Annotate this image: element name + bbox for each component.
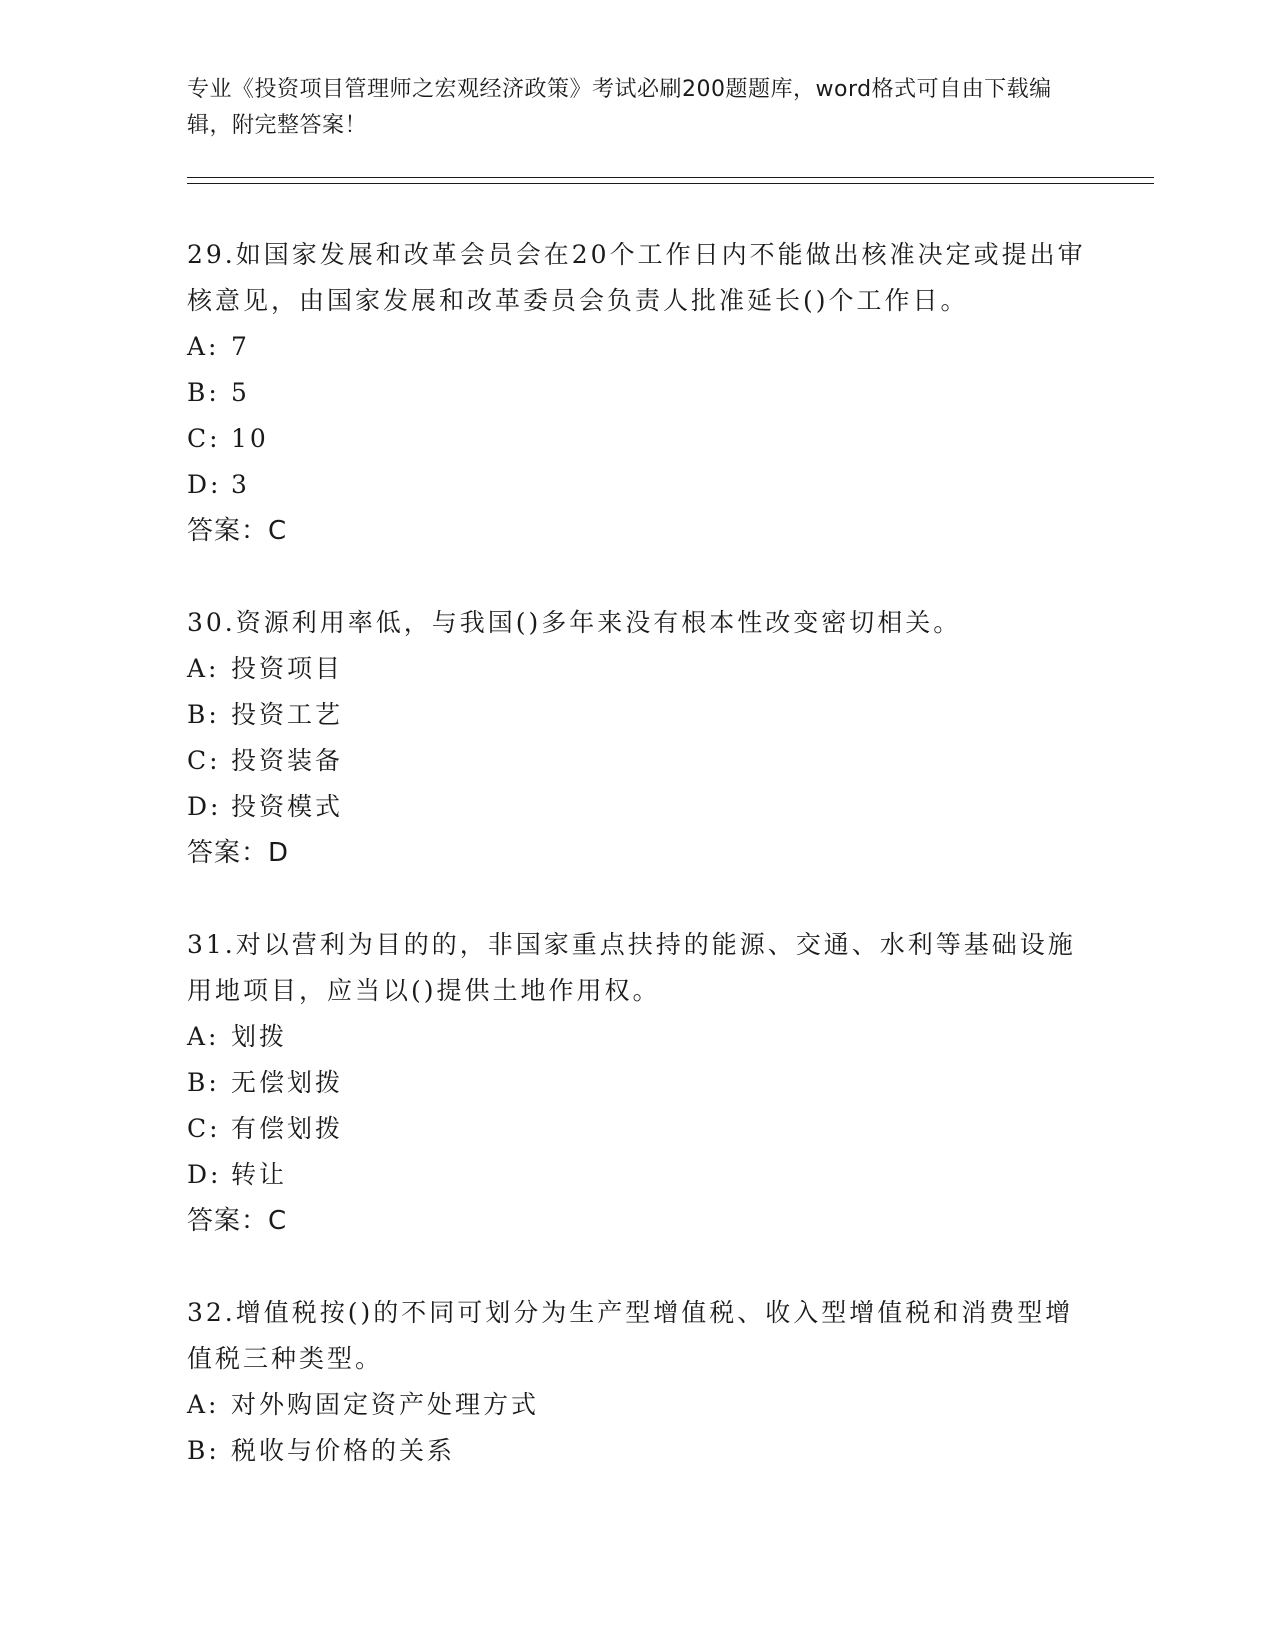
option-text: 对外购固定资产处理方式 bbox=[231, 1390, 540, 1419]
option-label: B: bbox=[187, 1068, 220, 1097]
option-text: 有偿划拨 bbox=[231, 1114, 344, 1143]
option-b bbox=[187, 370, 1097, 416]
option-text: 无偿划拨 bbox=[231, 1068, 344, 1097]
question-text: 32.增值税按()的不同可划分为生产型增值税、收入型增值税和消费型增值税三种类型。 bbox=[187, 1298, 1074, 1373]
option-a bbox=[187, 324, 1097, 370]
option-text: 7 bbox=[231, 332, 250, 361]
option-text: 转让 bbox=[231, 1160, 288, 1189]
question-text: 29.如国家发展和改革会员会在20个工作日内不能做出核准决定或提出审核意见，由国家发展和改革委员会负责人批准延长()个工作日。 bbox=[187, 240, 1086, 315]
answer-line: 答案：D bbox=[187, 838, 290, 868]
answer-line: 答案：C bbox=[187, 1206, 288, 1236]
option-label: A: bbox=[187, 332, 220, 361]
option-label: C: bbox=[187, 1114, 221, 1143]
option-label: C: bbox=[187, 746, 221, 775]
option-label: B: bbox=[187, 378, 220, 407]
option-text: 10 bbox=[231, 424, 269, 453]
document-header bbox=[187, 72, 1087, 144]
option-a bbox=[187, 1382, 1097, 1428]
question-29 bbox=[187, 232, 1097, 554]
option-a bbox=[187, 646, 1097, 692]
header-text: 专业《投资项目管理师之宏观经济政策》考试必刷200题题库，word格式可自由下载编辑，附完整答案！ bbox=[187, 77, 1052, 138]
header-divider-top bbox=[187, 177, 1154, 178]
answer-line: 答案：C bbox=[187, 516, 288, 546]
option-label: B: bbox=[187, 1436, 220, 1465]
option-text: 3 bbox=[231, 470, 250, 499]
question-text: 30.资源利用率低，与我国()多年来没有根本性改变密切相关。 bbox=[187, 608, 962, 637]
option-label: D: bbox=[187, 470, 222, 499]
option-d bbox=[187, 1152, 1097, 1198]
option-d bbox=[187, 462, 1097, 508]
option-text: 投资模式 bbox=[231, 792, 344, 821]
option-label: B: bbox=[187, 700, 220, 729]
option-text: 5 bbox=[231, 378, 250, 407]
question-list bbox=[187, 232, 1097, 1520]
option-label: C: bbox=[187, 424, 221, 453]
option-label: D: bbox=[187, 1160, 222, 1189]
option-b bbox=[187, 1060, 1097, 1106]
option-text: 投资项目 bbox=[231, 654, 344, 683]
question-31 bbox=[187, 922, 1097, 1244]
option-text: 投资装备 bbox=[231, 746, 344, 775]
option-text: 投资工艺 bbox=[231, 700, 344, 729]
option-c bbox=[187, 416, 1097, 462]
option-b bbox=[187, 1428, 1097, 1474]
option-c bbox=[187, 1106, 1097, 1152]
option-d bbox=[187, 784, 1097, 830]
option-c bbox=[187, 738, 1097, 784]
header-divider-bottom bbox=[187, 183, 1154, 184]
question-32 bbox=[187, 1290, 1097, 1474]
option-label: D: bbox=[187, 792, 222, 821]
option-b bbox=[187, 692, 1097, 738]
question-30 bbox=[187, 600, 1097, 876]
option-label: A: bbox=[187, 1022, 220, 1051]
question-text: 31.对以营利为目的的，非国家重点扶持的能源、交通、水利等基础设施用地项目，应当以()提供土地作用权。 bbox=[187, 930, 1076, 1005]
option-a bbox=[187, 1014, 1097, 1060]
option-text: 划拨 bbox=[231, 1022, 288, 1051]
option-text: 税收与价格的关系 bbox=[231, 1436, 456, 1465]
option-label: A: bbox=[187, 1390, 220, 1419]
option-label: A: bbox=[187, 654, 220, 683]
